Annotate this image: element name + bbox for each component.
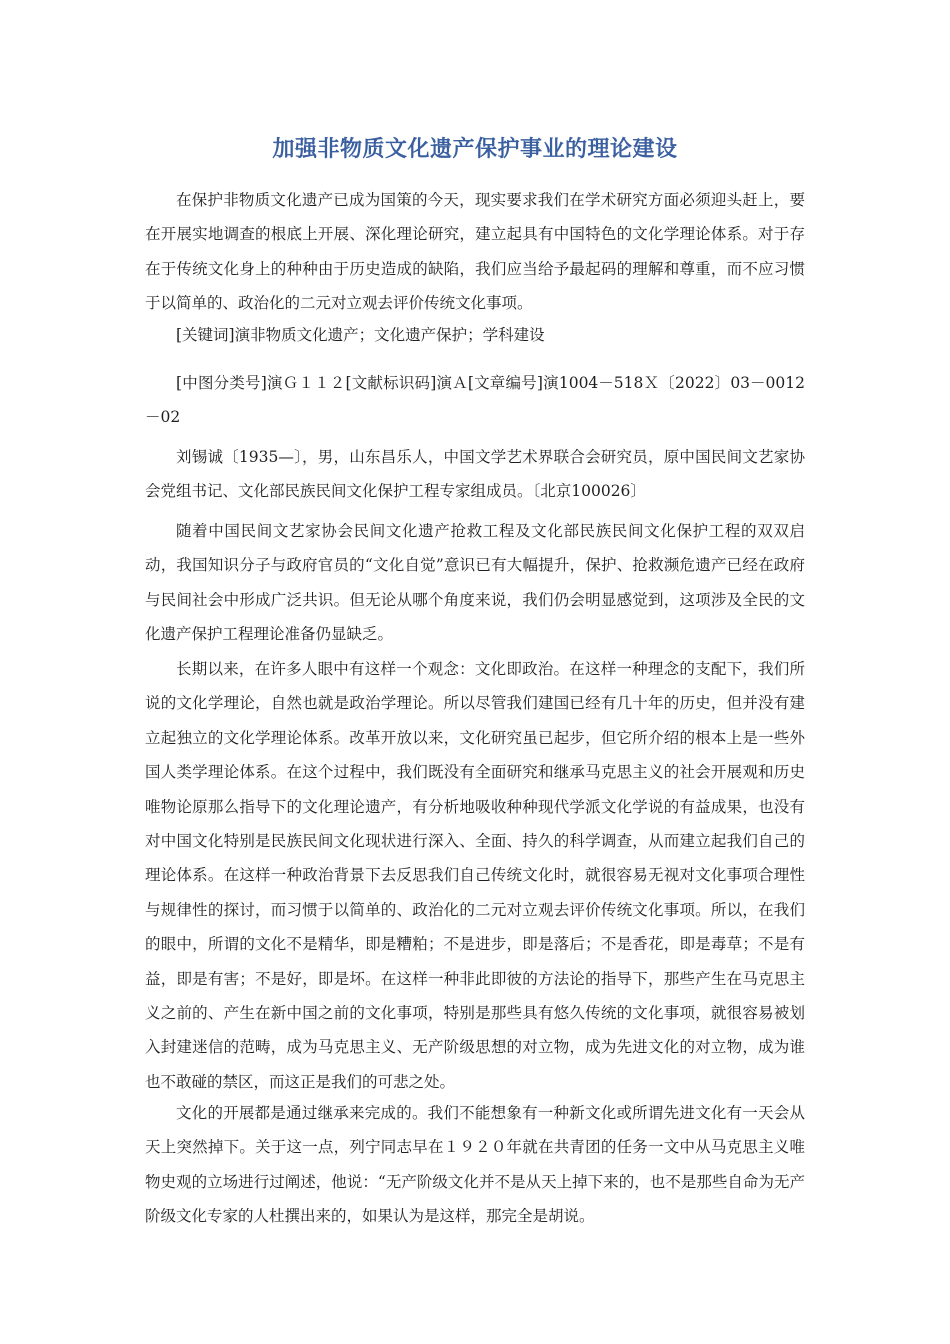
- classification-line: [中图分类号]演Ｇ１１２[文献标识码]演Ａ[文章编号]演1004－518Ｘ〔2022〕03－0012－02: [145, 374, 805, 427]
- article-title: 加强非物质文化遗产保护事业的理论建设: [272, 137, 678, 162]
- author-bio: 刘锡诚〔1935—〕，男，山东昌乐人，中国文学艺术界联合会研究员，原中国民间文艺家协会党组书记、文化部民族民间文化保护工程专家组成员。〔北京100026〕: [145, 448, 805, 501]
- body-paragraph: 长期以来，在许多人眼中有这样一个观念：文化即政治。在这样一种理念的支配下，我们所说的文化学理论，自然也就是政治学理论。所以尽管我们建国已经有几十年的历史，但并没有建立起独立的文化学理论体系。改革开放以来，文化研究虽已起步，但它所介绍的根本上是一些外国人类学理论体系。在这个过程中，我们既没有全面研究和继承马克思主义的社会开展观和历史唯物论原那么指导下的文化理论遗产，有分析地吸收种种现代学派文化学说的有益成果，也没有对中国文化特别是民族民间文化现状进行深入、全面、持久的科学调查，从而建立起我们自己的理论体系。在这样一种政治背景下去反思我们自己传统文化时，就很容易无视对文化事项合理性与规律性的探讨，而习惯于以简单的、政治化的二元对立观去评价传统文化事项。所以，在我们的眼中，所谓的文化不是精华，即是糟粕；不是进步，即是落后；不是香花，即是毒草；不是有益，即是有害；不是好，即是坏。在这样一种非此即彼的方法论的指导下，那些产生在马克思主义之前的、产生在新中国之前的文化事项，特别是那些具有悠久传统的文化事项，就很容易被划入封建迷信的范畴，成为马克思主义、无产阶级思想的对立物，成为先进文化的对立物，成为谁也不敢碰的禁区，而这正是我们的可悲之处。: [145, 660, 805, 1091]
- abstract-paragraph: 在保护非物质文化遗产已成为国策的今天，现实要求我们在学术研究方面必须迎头赶上，要在开展实地调查的根底上开展、深化理论研究，建立起具有中国特色的文化学理论体系。对于存在于传统文化身上的种种由于历史造成的缺陷，我们应当给予最起码的理解和尊重，而不应习惯于以简单的、政治化的二元对立观去评价传统文化事项。: [145, 191, 805, 313]
- body-paragraph: 文化的开展都是通过继承来完成的。我们不能想象有一种新文化或所谓先进文化有一天会从天上突然掉下。关于这一点，列宁同志早在１９２０年就在共青团的任务一文中从马克思主义唯物史观的立场进行过阐述，他说：“无产阶级文化并不是从天上掉下来的，也不是那些自命为无产阶级文化专家的人杜撰出来的，如果认为是这样，那完全是胡说。: [145, 1104, 805, 1226]
- body-paragraph: 随着中国民间文艺家协会民间文化遗产抢救工程及文化部民族民间文化保护工程的双双启动，我国知识分子与政府官员的“文化自觉”意识已有大幅提升，保护、抢救濒危遗产已经在政府与民间社会中形成广泛共识。但无论从哪个角度来说，我们仍会明显感觉到，这项涉及全民的文化遗产保护工程理论准备仍显缺乏。: [145, 522, 805, 644]
- keywords-line: [关键词]演非物质文化遗产；文化遗产保护；学科建设: [176, 326, 545, 344]
